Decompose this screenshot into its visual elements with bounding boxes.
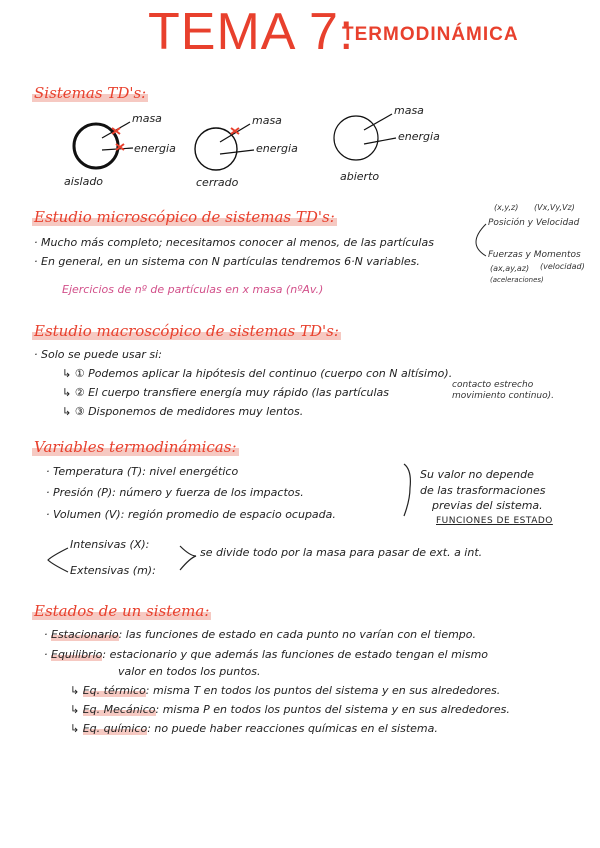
heading-macroscopico: Estudio macroscópico de sistemas TD's:: [34, 322, 339, 340]
coords-vel: (Vx,Vy,Vz): [534, 203, 575, 212]
pos-vel-label: Posición y Velocidad: [488, 218, 580, 228]
equilibrio-text: : estacionario y que además las funciones de estado tengan el mismo: [102, 648, 489, 661]
macro-side-2: movimiento continuo).: [452, 391, 554, 401]
eq-mecanico-line: ↳ Eq. Mecánico: misma P en todos los puntos del sistema y en sus alrededores.: [70, 703, 510, 716]
label-abierto: abierto: [340, 170, 380, 183]
coords-pos: (x,y,z): [494, 203, 519, 212]
micro-line-1: · Mucho más completo; necesitamos conocer al menos, de las partículas: [34, 236, 434, 249]
eq-quimico-label: Eq. químico: [82, 722, 148, 735]
macro-item-1: ↳ ① Podemos aplicar la hipótesis del continuo (cuerpo con N altísimo).: [62, 367, 453, 380]
extensivas-label: Extensivas (m):: [70, 564, 156, 577]
eq-quimico-line: ↳ Eq. químico: no puede haber reacciones químicas en el sistema.: [70, 722, 438, 735]
page-subtitle: TERMODINÁMICA: [342, 24, 519, 45]
label-cerrado: cerrado: [196, 176, 239, 189]
eq-quimico-text: : no puede haber reacciones químicas en el sistema.: [147, 722, 438, 735]
equilibrio-label: Equilibrio: [51, 648, 103, 661]
fuerzas-label: Fuerzas y Momentos: [488, 250, 581, 260]
label-energia-2: energia: [256, 142, 298, 155]
aceleraciones-label: (aceleraciones): [490, 276, 544, 284]
macro-side-1: contacto estrecho: [452, 380, 534, 390]
macro-item-2: ↳ ② El cuerpo transfiere energía muy rápido (las partículas: [62, 386, 390, 399]
var-note-1: Su valor no depende: [420, 468, 534, 481]
heading-microscopico: Estudio microscópico de sistemas TD's:: [34, 208, 335, 226]
eq-mecanico-label: Eq. Mecánico: [82, 703, 156, 716]
label-aislado: aislado: [64, 175, 104, 188]
macro-item-3: ↳ ③ Disponemos de medidores muy lentos.: [62, 405, 304, 418]
micro-line-2: · En general, en un sistema con N partículas tendremos 6·N variables.: [34, 255, 420, 268]
label-masa-1: masa: [132, 112, 162, 125]
estacionario-line: · Estacionario: las funciones de estado en cada punto no varían con el tiempo.: [44, 628, 477, 641]
label-energia-1: energia: [134, 142, 176, 155]
coords-acc: (ax,ay,az): [490, 264, 530, 273]
intensivas-label: Intensivas (X):: [70, 538, 150, 551]
equilibrio-line: · Equilibrio: estacionario y que además las funciones de estado tengan el mismo: [44, 648, 489, 661]
heading-variables: Variables termodinámicas:: [34, 438, 237, 456]
var-presion: · Presión (P): número y fuerza de los impactos.: [46, 486, 304, 499]
divide-note: se divide todo por la masa para pasar de ext. a int.: [200, 546, 483, 559]
macro-intro: · Solo se puede usar si:: [34, 348, 162, 361]
velocidad-label: (velocidad): [540, 262, 585, 271]
micro-exercises-note: Ejercicios de nº de partículas en x masa (nºAv.): [62, 283, 324, 296]
page-title: TEMA 7:: [148, 3, 355, 61]
equilibrio-cont: valor en todos los puntos.: [118, 665, 261, 678]
eq-termico-text: : misma T en todos los puntos del sistema y en sus alrededores.: [145, 684, 501, 697]
var-note-3: previas del sistema.: [432, 499, 543, 512]
label-masa-3: masa: [394, 104, 424, 117]
estacionario-text: : las funciones de estado en cada punto no varían con el tiempo.: [118, 628, 477, 641]
estacionario-label: Estacionario: [51, 628, 119, 641]
label-masa-2: masa: [252, 114, 282, 127]
heading-estados: Estados de un sistema:: [34, 602, 210, 620]
heading-sistemas: Sistemas TD's:: [34, 84, 147, 102]
label-energia-3: energia: [398, 130, 440, 143]
eq-termico-line: ↳ Eq. térmico: misma T en todos los puntos del sistema y en sus alrededores.: [70, 684, 501, 697]
var-note-2: de las trasformaciones: [420, 484, 546, 497]
eq-mecanico-text: : misma P en todos los puntos del sistema y en sus alrededores.: [155, 703, 510, 716]
eq-termico-label: Eq. térmico: [82, 684, 146, 697]
var-volumen: · Volumen (V): región promedio de espacio ocupada.: [46, 508, 336, 521]
funciones-de-estado: FUNCIONES DE ESTADO: [436, 516, 553, 526]
var-temperatura: · Temperatura (T): nivel energético: [46, 465, 239, 478]
